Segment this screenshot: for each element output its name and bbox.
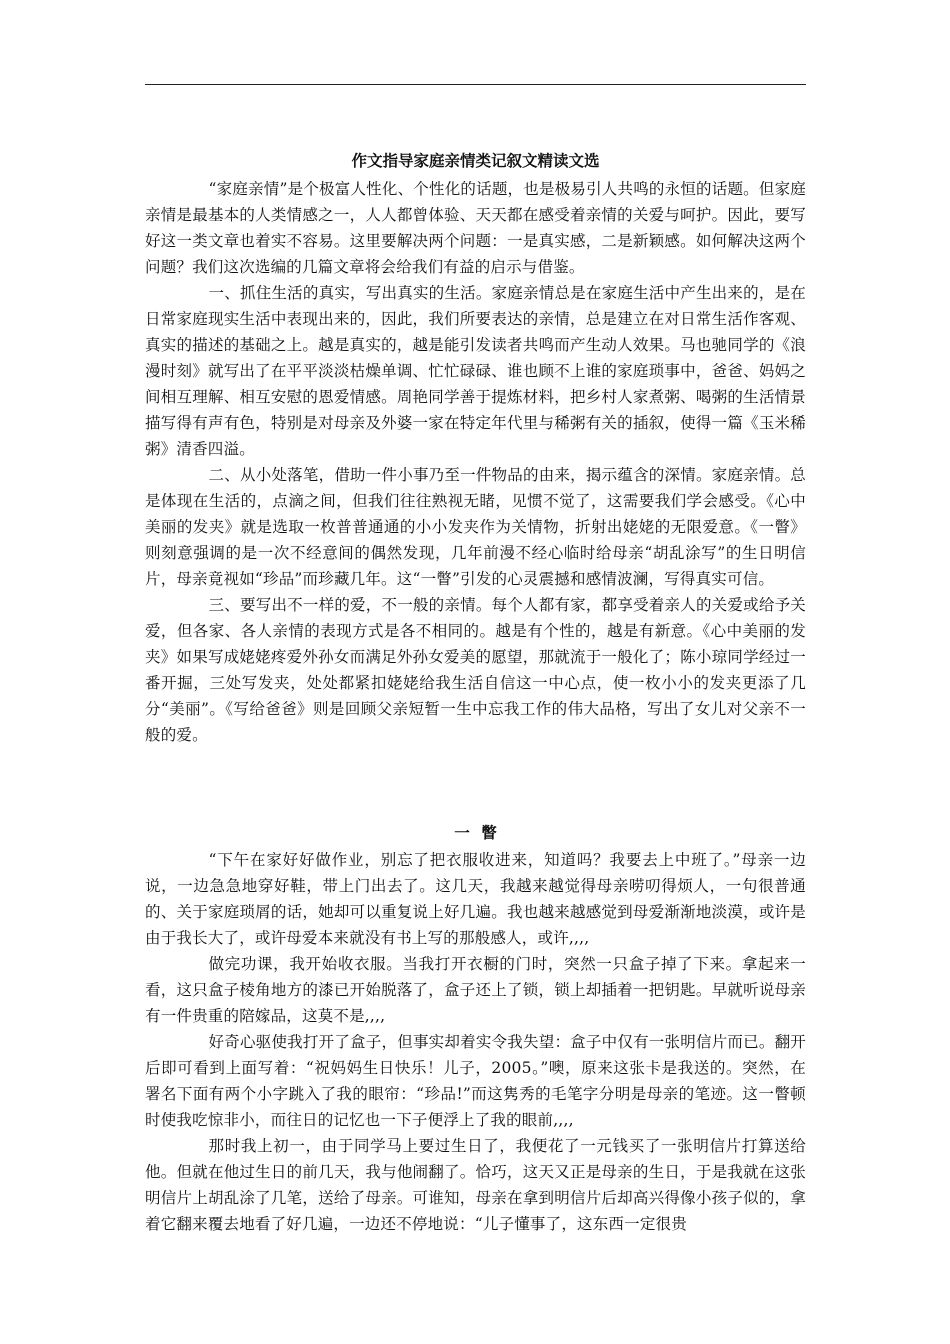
- intro-paragraph-3: 二、从小处落笔，借助一件小事乃至一件物品的由来，揭示蕴含的深情。家庭亲情。总是体现在生活的，点滴之间，但我们往往熟视无睹，见惯不觉了，这需要我们学会感受。《心中美丽的发夹》就是选取一枚普普通通的小小发夹作为关情物，折射出姥姥的无限爱意。《一瞥》则刻意强调的是一次不经意间的偶然发现，几年前漫不经心临时给母亲“胡乱涂写”的生日明信片，母亲竟视如“珍品”而珍藏几年。这“一瞥”引发的心灵震撼和感情波澜，写得真实可信。: [145, 466, 806, 588]
- document-title: 作文指导家庭亲情类记叙文精读文选: [351, 151, 600, 170]
- intro-paragraph-4: 三、要写出不一样的爱，不一般的亲情。每个人都有家，都享受着亲人的关爱或给予关爱，但各家、各人亲情的表现方式是各不相同的。越是有个性的，越是有新意。《心中美丽的发夹》如果写成姥姥疼爱外孙女而满足外孙女爱美的愿望，那就流于一般化了；陈小琼同学经过一番开掘，三处写发夹，处处都紧扣姥姥给我生活自信这一中心点，使一枚小小的发夹更添了几分“美丽”。《写给爸爸》则是回顾父亲短暂一生中忘我工作的伟大品格，写出了女儿对父亲不一般的爱。: [145, 596, 806, 744]
- intro-section: [145, 176, 806, 748]
- essay-section: [145, 847, 806, 1237]
- essay-paragraph-3: 好奇心驱使我打开了盒子，但事实却着实令我失望：盒子中仅有一张明信片而已。翻开后即可看到上面写着：“祝妈妈生日快乐！儿子，2005。”噢，原来这张卡是我送的。突然，在署名下面有两个小字跳入了我的眼帘：“珍品!”而这隽秀的毛笔字分明是母亲的笔迹。这一瞥顿时使我吃惊非小，而往日的记忆也一下子便浮上了我的眼前,,,,: [145, 1033, 806, 1129]
- essay-paragraph-2: 做完功课，我开始收衣服。当我打开衣橱的门时，突然一只盒子掉了下来。拿起来一看，这只盒子棱角地方的漆已开始脱落了，盒子还上了锁，锁上却插着一把钥匙。早就听说母亲有一件贵重的陪嫁品，这莫不是,,,,: [145, 955, 806, 1025]
- essay-paragraph-1: “下午在家好好做作业，别忘了把衣服收进来，知道吗？我要去上中班了。”母亲一边说，一边急急地穿好鞋，带上门出去了。这几天，我越来越觉得母亲唠叨得烦人，一句很普通的、关于家庭琐屑的话，她却可以重复说上好几遍。我也越来越感觉到母爱渐渐地淡漠，或许是由于我长大了，或许母爱本来就没有书上写的那般感人，或许,,,,: [145, 851, 806, 947]
- header-rule: [145, 84, 806, 85]
- intro-paragraph-2: 一、抓住生活的真实，写出真实的生活。家庭亲情总是在家庭生活中产生出来的，是在日常家庭现实生活中表现出来的，因此，我们所要表达的亲情，总是建立在对日常生活作客观、真实的描述的基础之上。越是真实的，越是能引发读者共鸣而产生动人效果。马也驰同学的《浪漫时刻》就写出了在平平淡淡枯燥单调、忙忙碌碌、谁也顾不上谁的家庭琐事中，爸爸、妈妈之间相互理解、相互安慰的恩爱情感。周艳同学善于提炼材料，把乡村人家煮粥、喝粥的生活情景描写得有声有色，特别是对母亲及外婆一家在特定年代里与稀粥有关的插叙，使得一篇《玉米稀粥》清香四溢。: [145, 284, 806, 458]
- essay-title: 一 瞥: [454, 823, 497, 842]
- intro-paragraph-1: “家庭亲情”是个极富人性化、个性化的话题，也是极易引人共鸣的永恒的话题。但家庭亲情是最基本的人类情感之一，人人都曾体验、天天都在感受着亲情的关爱与呵护。因此，要写好这一类文章也着实不容易。这里要解决两个问题：一是真实感，二是新颖感。如何解决这两个问题？我们这次选编的几篇文章将会给我们有益的启示与借鉴。: [145, 180, 806, 276]
- essay-paragraph-4: 那时我上初一，由于同学马上要过生日了，我便花了一元钱买了一张明信片打算送给他。但就在他过生日的前几天，我与他闹翻了。恰巧，这天又正是母亲的生日，于是我就在这张明信片上胡乱涂了几笔，送给了母亲。可谁知，母亲在拿到明信片后却高兴得像小孩子似的，拿着它翻来覆去地看了好几遍，一边还不停地说：“儿子懂事了，这东西一定很贵: [145, 1137, 806, 1233]
